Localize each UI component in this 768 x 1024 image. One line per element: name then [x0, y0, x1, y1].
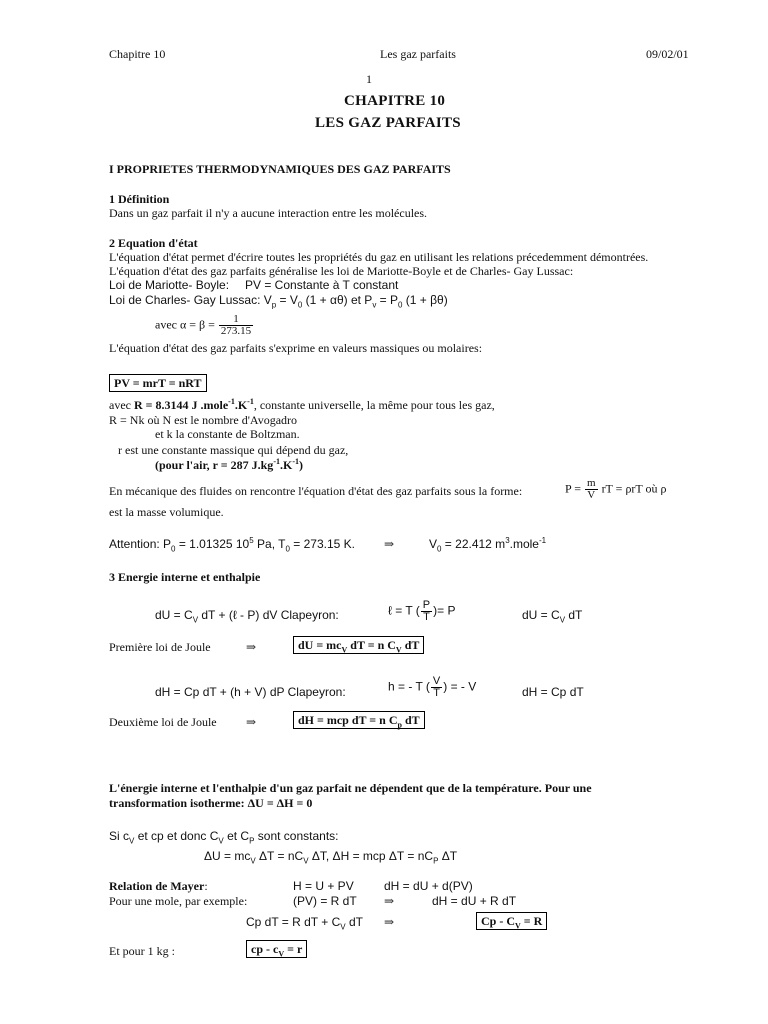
h-post: ) = - V — [443, 679, 477, 694]
sub: P — [249, 836, 255, 846]
mayer-heading — [109, 879, 208, 893]
box2-pre: dH = mcp dT = n C — [298, 713, 398, 727]
sub: V — [250, 856, 256, 866]
sub: p — [397, 720, 402, 730]
implies-icon: ⇒ — [246, 715, 257, 729]
attention-eq2: Pa, T — [253, 537, 286, 551]
implies-icon: ⇒ — [384, 894, 395, 908]
equation-line3: L'équation d'état des gaz parfaits s'exprime en valeurs massiques ou molaires: — [109, 341, 483, 355]
sub: V — [303, 856, 309, 866]
implies-icon: ⇒ — [384, 915, 395, 929]
denominator: 273.15 — [220, 325, 252, 337]
sub: v — [372, 300, 377, 310]
du-res2: dT — [565, 608, 583, 622]
R-constant — [109, 398, 495, 412]
constants-line — [109, 829, 339, 846]
R-pre: avec — [109, 398, 134, 412]
header-date: 09/02/01 — [646, 47, 689, 61]
sub: V — [559, 615, 566, 625]
cp-line — [246, 915, 363, 932]
delta-line — [204, 849, 458, 866]
l-eq: ℓ = T ( — [388, 603, 420, 618]
v0-mole: .mole — [509, 537, 539, 551]
implies-icon: ⇒ — [246, 640, 257, 654]
du-res1: dU = C — [522, 608, 560, 622]
sup: -1 — [247, 397, 254, 406]
ideal-gas-box: PV = mrT = nRT — [109, 374, 207, 392]
attention-line — [109, 536, 355, 554]
meca-post: rT = ρrT où ρ — [601, 481, 667, 496]
R-post: , constante universelle, la même pour tous les gaz, — [253, 398, 495, 412]
energy-heading: 3 Energie interne et enthalpie — [109, 570, 261, 584]
sub: 0 — [297, 300, 303, 310]
box3-post: = R — [520, 914, 543, 928]
du-equation — [155, 608, 339, 625]
box1-mid: dT = n C — [347, 638, 396, 652]
mayer-box — [476, 912, 547, 930]
sup: -1 — [273, 457, 280, 466]
page-number: 1 — [366, 72, 372, 86]
dh-result: dH = Cp dT — [522, 685, 584, 699]
definition-text: Dans un gaz parfait il n'y a aucune interaction entre les molécules. — [109, 206, 428, 220]
air-post: ) — [299, 458, 303, 472]
meca-text: En mécanique des fluides on rencontre l'équation d'état des gaz parfaits sous la forme: — [109, 484, 523, 498]
charles-label: Loi de Charles- Gay Lussac: V — [109, 293, 272, 307]
charles-eq3: = P — [376, 293, 398, 307]
masse-volumique: est la masse volumique. — [109, 505, 224, 519]
alpha-text: avec α = β = — [155, 317, 215, 332]
charles-law — [109, 293, 448, 310]
fraction — [585, 478, 598, 501]
avogadro: R = Nk où N est le nombre d'Avogadro — [109, 413, 298, 427]
air-pre: (pour l'air, r = 287 J.kg — [155, 458, 274, 472]
header-title: Les gaz parfaits — [380, 47, 456, 61]
dh-box — [293, 711, 425, 729]
cp2: dT — [345, 915, 363, 929]
chapter-title: CHAPITRE 10 — [344, 93, 446, 109]
first-joule-law: Première loi de Joule — [109, 640, 211, 654]
sub: V — [218, 836, 224, 846]
sup: 3 — [505, 536, 510, 545]
delta4: ΔT — [438, 849, 458, 863]
numerator: P — [422, 599, 431, 611]
air-constant — [155, 458, 303, 472]
mole-example: Pour une mole, par exemple: — [109, 894, 248, 908]
v0-pre: V — [429, 537, 438, 551]
sub: V — [129, 836, 135, 846]
du-result — [522, 608, 583, 625]
sup: -1 — [292, 457, 299, 466]
numerator: m — [587, 477, 596, 489]
sub: V — [341, 645, 348, 655]
h-eq: h = - T ( — [388, 679, 430, 694]
l-clapeyron — [388, 600, 455, 623]
sub: P — [433, 856, 439, 866]
box1-pre: dU = mc — [298, 638, 342, 652]
box1-post: dT — [401, 638, 420, 652]
numerator: V — [432, 675, 441, 687]
sub: V — [192, 615, 199, 625]
mayer-h: H = U + PV — [293, 879, 354, 893]
v0-eq: = 22.412 m — [441, 537, 506, 551]
r-description: r est une constante massique qui dépend du gaz, — [118, 443, 349, 457]
delta1: ΔU = mc — [204, 849, 251, 863]
sub: V — [278, 949, 285, 959]
sub: 0 — [398, 300, 403, 310]
per-kg: Et pour 1 kg : — [109, 944, 175, 958]
pv-rdt: (PV) = R dT — [293, 894, 357, 908]
si2: et cp et donc C — [134, 829, 219, 843]
meca-P: P = — [565, 481, 581, 496]
du-eq2: dT + (ℓ - P) dV Clapeyron: — [198, 608, 339, 622]
air-k: .K — [279, 458, 293, 472]
sup: -1 — [228, 397, 235, 406]
attention-eq3: = 273.15 K. — [289, 537, 355, 551]
v0-line — [429, 536, 547, 554]
meca-equation — [565, 478, 667, 501]
attention-eq1: = 1.01325 10 — [175, 537, 250, 551]
second-joule-law: Deuxième loi de Joule — [109, 715, 217, 729]
sub: V — [340, 922, 346, 932]
chapter-subtitle: LES GAZ PARFAITS — [315, 115, 461, 131]
header-chapter: Chapitre 10 — [109, 47, 166, 61]
box4-pre: cp - c — [251, 942, 279, 956]
sub: V — [395, 645, 402, 655]
mayer-colon: : — [204, 879, 208, 893]
mariotte-equation: PV = Constante à T constant — [245, 278, 399, 292]
bold-statement-1: L'énergie interne et l'enthalpie d'un gaz parfait ne dépendent que de la température. Pour une — [109, 781, 592, 795]
du-eq1: dU = C — [155, 608, 193, 622]
denominator: T — [431, 687, 442, 699]
alpha-beta — [155, 314, 254, 337]
R-value: R = 8.3144 J .mole — [133, 398, 229, 412]
R-k: .K — [234, 398, 248, 412]
attention-pre: Attention: P — [109, 537, 172, 551]
implies-icon: ⇒ — [384, 537, 395, 551]
si4: sont constants: — [254, 829, 339, 843]
si1: Si c — [109, 829, 130, 843]
mariotte-label: Loi de Mariotte- Boyle: — [109, 278, 230, 292]
boltzman: et k la constante de Boltzman. — [155, 427, 300, 441]
charles-eq1: = V — [276, 293, 298, 307]
equation-heading: 2 Equation d'état — [109, 236, 198, 250]
sub: V — [515, 921, 521, 931]
delta3: ΔT, ΔH = mcp ΔT = nC — [308, 849, 434, 863]
dh-equation: dH = Cp dT + (h + V) dP Clapeyron: — [155, 685, 346, 699]
cp1: Cp dT = R dT + C — [246, 915, 341, 929]
equation-line1: L'équation d'état permet d'écrire toutes les propriétés du gaz en utilisant les relations précedemment démontrées. — [109, 250, 649, 264]
sub: p — [271, 300, 277, 310]
h-clapeyron — [388, 676, 476, 699]
box2-post: dT — [401, 713, 420, 727]
denominator: T — [421, 611, 432, 623]
bold-statement-2: transformation isotherme: ΔU = ΔH = 0 — [109, 796, 313, 810]
equation-line2: L'équation d'état des gaz parfaits généralise les loi de Mariotte-Boyle et de Charles- Gay Lussac: — [109, 264, 574, 278]
definition-heading: 1 Définition — [109, 192, 170, 206]
l-post: )= P — [433, 603, 456, 618]
numerator: 1 — [233, 313, 239, 325]
sub: 0 — [285, 544, 290, 554]
delta2: ΔT = nC — [255, 849, 304, 863]
mayer-dh: dH = dU + d(PV) — [384, 879, 473, 893]
fraction — [421, 600, 432, 623]
sup: -1 — [538, 536, 547, 545]
mayer-kg-box — [246, 940, 307, 958]
fraction — [431, 676, 442, 699]
sup: 5 — [249, 536, 254, 545]
denominator: V — [585, 489, 598, 501]
dh-du-rdt: dH = dU + R dT — [432, 894, 517, 908]
fraction — [219, 314, 253, 337]
mayer-label: Relation de Mayer — [109, 879, 205, 893]
box3-pre: Cp - C — [481, 914, 516, 928]
du-box — [293, 636, 424, 654]
charles-eq2: (1 + αθ) et P — [302, 293, 373, 307]
si3: et C — [223, 829, 250, 843]
section-heading: I PROPRIETES THERMODYNAMIQUES DES GAZ PARFAITS — [109, 162, 451, 176]
sub: 0 — [437, 544, 442, 554]
box4-post: = r — [284, 942, 303, 956]
sub: 0 — [171, 544, 176, 554]
charles-eq4: (1 + βθ) — [402, 293, 448, 307]
